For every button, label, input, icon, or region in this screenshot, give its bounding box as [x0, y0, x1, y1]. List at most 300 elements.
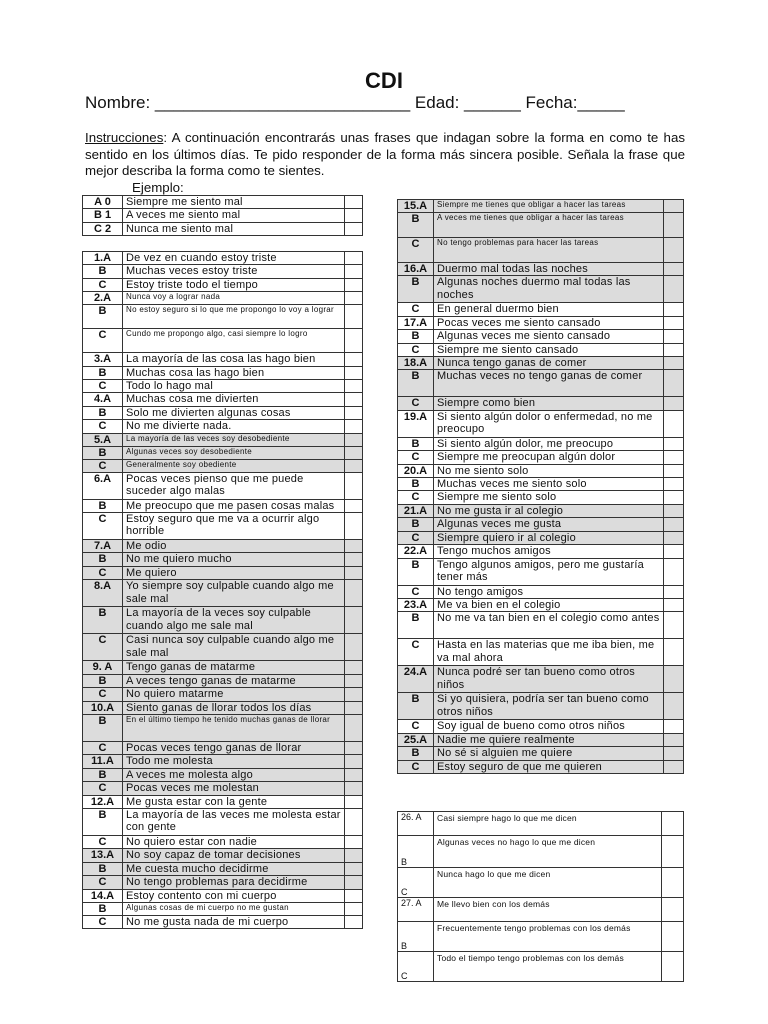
answer-box[interactable]	[345, 292, 363, 305]
item-number: C	[83, 688, 123, 701]
item-number: C	[83, 835, 123, 848]
answer-box[interactable]	[345, 768, 363, 781]
item-text: Nunca podré ser tan bueno como otros niños	[434, 666, 664, 693]
item-text: No tengo amigos	[434, 585, 664, 598]
answer-box[interactable]	[345, 433, 363, 446]
item-text: Me preocupo que me pasen cosas malas	[123, 499, 345, 512]
answer-box[interactable]	[345, 513, 363, 540]
item-text: Nunca hago lo que me dicen	[434, 868, 662, 898]
answer-box[interactable]	[662, 952, 684, 982]
answer-box[interactable]	[664, 612, 684, 639]
item-text: A veces me siento mal	[123, 209, 345, 222]
answer-box[interactable]	[662, 922, 684, 952]
item-number: B	[398, 276, 434, 303]
left-rows-row	[83, 714, 363, 741]
item-text: No sé si alguien me quiere	[434, 747, 664, 760]
answer-box[interactable]	[664, 451, 684, 464]
item-number: 15.A	[398, 200, 434, 213]
answer-box[interactable]	[345, 499, 363, 512]
right-rows-row	[398, 263, 684, 276]
answer-box[interactable]	[664, 693, 684, 720]
answer-box[interactable]	[664, 598, 684, 611]
item-number: B	[398, 922, 434, 952]
item-number: 16.A	[398, 263, 434, 276]
bottom-rows-row	[398, 898, 684, 922]
item-text: Siempre me siento mal	[123, 196, 345, 209]
item-number: 1.A	[83, 252, 123, 265]
item-text: Todo el tiempo tengo problemas con los demás	[434, 952, 662, 982]
answer-box[interactable]	[664, 330, 684, 343]
left-rows-row	[83, 607, 363, 634]
item-number: 3.A	[83, 353, 123, 366]
item-text: Generalmente soy obediente	[123, 459, 345, 472]
right-rows-row	[398, 437, 684, 450]
instructions-text: : A continuación encontrarás unas frases que indagan sobre la forma en como te has sentido en los últimos días. Te pido responder de la forma más sincera posible. Señala la frase que mejor describa la forma como te sientes.	[85, 130, 685, 178]
answer-box[interactable]	[345, 209, 363, 222]
answer-box[interactable]	[345, 380, 363, 393]
answer-box[interactable]	[345, 540, 363, 553]
left-rows-row	[83, 835, 363, 848]
answer-box[interactable]	[345, 688, 363, 701]
answer-box[interactable]	[345, 661, 363, 674]
answer-box[interactable]	[345, 862, 363, 875]
answer-box[interactable]	[345, 222, 363, 235]
left-question-table	[82, 251, 363, 929]
right-rows-row	[398, 357, 684, 370]
item-number: 10.A	[83, 701, 123, 714]
item-text: Si siento algún dolor, me preocupo	[434, 437, 664, 450]
answer-box[interactable]	[345, 252, 363, 265]
item-number: C	[83, 634, 123, 661]
item-text: No me quiero mucho	[123, 553, 345, 566]
item-text: Casi nunca soy culpable cuando algo me sale mal	[123, 634, 345, 661]
item-text: La mayoría de las cosa las hago bien	[123, 353, 345, 366]
item-number: C	[83, 380, 123, 393]
item-text: Nadie me quiere realmente	[434, 733, 664, 746]
item-number: C	[398, 343, 434, 356]
answer-box[interactable]	[345, 459, 363, 472]
item-number: B	[398, 478, 434, 491]
left-rows-row	[83, 634, 363, 661]
answer-box[interactable]	[664, 585, 684, 598]
right-rows-row	[398, 747, 684, 760]
answer-box[interactable]	[345, 835, 363, 848]
left-rows-row	[83, 380, 363, 393]
item-number: B	[83, 714, 123, 741]
left-rows-row	[83, 420, 363, 433]
answer-box[interactable]	[345, 366, 363, 379]
answer-box[interactable]	[345, 553, 363, 566]
item-text: No quiero estar con nadie	[123, 835, 345, 848]
right-rows-row	[398, 303, 684, 316]
item-text: Todo lo hago mal	[123, 380, 345, 393]
left-rows-row	[83, 406, 363, 419]
item-text: Estoy seguro que me va a ocurrir algo horrible	[123, 513, 345, 540]
instructions-label: Instrucciones	[85, 130, 164, 145]
bottom-rows-row	[398, 922, 684, 952]
item-number: 19.A	[398, 410, 434, 437]
answer-box[interactable]	[345, 849, 363, 862]
item-number: 27. A	[398, 898, 434, 922]
example-rows-row	[83, 209, 363, 222]
item-number: 7.A	[83, 540, 123, 553]
item-text: Nunca voy a lograr nada	[123, 292, 345, 305]
item-text: Muchas cosa me divierten	[123, 393, 345, 406]
item-number: B	[83, 862, 123, 875]
answer-box[interactable]	[345, 782, 363, 795]
item-text: Muchas veces estoy triste	[123, 265, 345, 278]
answer-box[interactable]	[345, 634, 363, 661]
item-text: Duermo mal todas las noches	[434, 263, 664, 276]
left-rows-row	[83, 446, 363, 459]
item-number: B	[83, 902, 123, 915]
item-text: La mayoría de las veces soy desobediente	[123, 433, 345, 446]
answer-box[interactable]	[345, 472, 363, 499]
item-text: Todo me molesta	[123, 755, 345, 768]
item-text: Me gusta estar con la gente	[123, 795, 345, 808]
answer-box[interactable]	[345, 889, 363, 902]
item-number: C	[83, 915, 123, 928]
item-number: C	[398, 303, 434, 316]
right-rows-row	[398, 693, 684, 720]
answer-box[interactable]	[664, 316, 684, 329]
right-rows-row	[398, 545, 684, 558]
right-rows-row	[398, 316, 684, 329]
answer-box[interactable]	[664, 410, 684, 437]
item-text: Me cuesta mucho decidirme	[123, 862, 345, 875]
item-number: B	[398, 437, 434, 450]
item-number: B	[398, 518, 434, 531]
answer-box[interactable]	[664, 200, 684, 213]
left-rows-row	[83, 472, 363, 499]
item-number: C	[398, 639, 434, 666]
item-text: Algunas cosas de mi cuerpo no me gustan	[123, 902, 345, 915]
example-label: Ejemplo:	[132, 180, 184, 195]
answer-box[interactable]	[345, 755, 363, 768]
item-text: Muchas veces no tengo ganas de comer	[434, 370, 664, 397]
item-number: B	[83, 607, 123, 634]
answer-box[interactable]	[664, 343, 684, 356]
item-number: C	[398, 451, 434, 464]
answer-box[interactable]	[664, 213, 684, 238]
bottom-question-table	[397, 811, 684, 982]
answer-box[interactable]	[345, 305, 363, 329]
item-number: 4.A	[83, 393, 123, 406]
item-text: La mayoría de la veces soy culpable cuando algo me sale mal	[123, 607, 345, 634]
item-text: Pocas veces pienso que me puede suceder algo malas	[123, 472, 345, 499]
answer-box[interactable]	[345, 876, 363, 889]
left-rows-row	[83, 661, 363, 674]
item-number: B	[398, 612, 434, 639]
item-number: C	[83, 741, 123, 754]
left-rows-row	[83, 292, 363, 305]
answer-box[interactable]	[345, 915, 363, 928]
answer-box[interactable]	[662, 836, 684, 868]
item-number: C	[83, 513, 123, 540]
answer-box[interactable]	[345, 902, 363, 915]
item-text: Me odio	[123, 540, 345, 553]
item-text: Estoy contento con mi cuerpo	[123, 889, 345, 902]
left-rows-row	[83, 674, 363, 687]
item-text: Algunas veces me gusta	[434, 518, 664, 531]
left-rows-row	[83, 393, 363, 406]
item-text: Tengo ganas de matarme	[123, 661, 345, 674]
left-rows-row	[83, 580, 363, 607]
left-rows-row	[83, 701, 363, 714]
answer-box[interactable]	[664, 437, 684, 450]
item-text: No tengo problemas para hacer las tareas	[434, 238, 664, 263]
left-rows-row	[83, 795, 363, 808]
answer-box[interactable]	[345, 714, 363, 741]
answer-box[interactable]	[662, 898, 684, 922]
left-rows-row	[83, 876, 363, 889]
item-number: C	[83, 566, 123, 579]
item-text: Soy igual de bueno como otros niños	[434, 720, 664, 733]
left-rows-row	[83, 902, 363, 915]
answer-box[interactable]	[664, 518, 684, 531]
item-text: No estoy seguro si lo que me propongo lo voy a lograr	[123, 305, 345, 329]
left-rows-row	[83, 329, 363, 353]
item-text: No soy capaz de tomar decisiones	[123, 849, 345, 862]
item-number: B	[83, 499, 123, 512]
left-rows-row	[83, 278, 363, 291]
item-text: No me va tan bien en el colegio como antes	[434, 612, 664, 639]
item-text: Hasta en las materias que me iba bien, me va mal ahora	[434, 639, 664, 666]
right-rows-row	[398, 397, 684, 410]
item-text: Siempre me siento cansado	[434, 343, 664, 356]
right-rows-row	[398, 238, 684, 263]
item-text: La mayoría de las veces me molesta estar con gente	[123, 808, 345, 835]
answer-box[interactable]	[664, 478, 684, 491]
item-text: Pocas veces me siento cansado	[434, 316, 664, 329]
answer-box[interactable]	[345, 795, 363, 808]
item-text: Tengo algunos amigos, pero me gustaría tener más	[434, 558, 664, 585]
item-text: Algunas noches duermo mal todas las noches	[434, 276, 664, 303]
left-rows-row	[83, 768, 363, 781]
item-text: No me siento solo	[434, 464, 664, 477]
answer-box[interactable]	[664, 504, 684, 517]
item-text: Si siento algún dolor o enfermedad, no me preocupo	[434, 410, 664, 437]
bottom-rows-row	[398, 812, 684, 836]
right-rows-row	[398, 200, 684, 213]
item-text: No quiero matarme	[123, 688, 345, 701]
item-number: B	[83, 366, 123, 379]
answer-box[interactable]	[664, 303, 684, 316]
item-number: B 1	[83, 209, 123, 222]
item-text: En el último tiempo he tenido muchas ganas de llorar	[123, 714, 345, 741]
answer-box[interactable]	[664, 639, 684, 666]
answer-box[interactable]	[345, 580, 363, 607]
header-fields: Nombre: ___________________________ Edad: ______ Fecha:_____	[85, 93, 625, 112]
left-rows-row	[83, 353, 363, 366]
answer-box[interactable]	[345, 265, 363, 278]
item-number: 6.A	[83, 472, 123, 499]
item-number: B	[83, 446, 123, 459]
left-rows-row	[83, 553, 363, 566]
example-rows-row	[83, 222, 363, 235]
answer-box[interactable]	[345, 701, 363, 714]
item-number: C	[398, 585, 434, 598]
item-number: C	[398, 720, 434, 733]
item-number: C	[83, 329, 123, 353]
right-rows-row	[398, 370, 684, 397]
left-rows-row	[83, 265, 363, 278]
item-number: B	[398, 747, 434, 760]
right-rows-row	[398, 760, 684, 773]
right-rows-row	[398, 558, 684, 585]
item-number: 21.A	[398, 504, 434, 517]
item-text: Algunas veces soy desobediente	[123, 446, 345, 459]
answer-box[interactable]	[345, 566, 363, 579]
answer-box[interactable]	[664, 760, 684, 773]
item-number: B	[83, 768, 123, 781]
answer-box[interactable]	[345, 741, 363, 754]
answer-box[interactable]	[664, 666, 684, 693]
answer-box[interactable]	[345, 420, 363, 433]
item-number: 26. A	[398, 812, 434, 836]
right-rows-row	[398, 612, 684, 639]
right-rows-row	[398, 451, 684, 464]
answer-box[interactable]	[664, 733, 684, 746]
answer-box[interactable]	[664, 531, 684, 544]
answer-box[interactable]	[345, 607, 363, 634]
item-number: 13.A	[83, 849, 123, 862]
item-text: De vez en cuando estoy triste	[123, 252, 345, 265]
left-rows-row	[83, 915, 363, 928]
answer-box[interactable]	[345, 278, 363, 291]
answer-box[interactable]	[345, 393, 363, 406]
answer-box[interactable]	[345, 353, 363, 366]
right-rows-row	[398, 410, 684, 437]
left-rows-row	[83, 459, 363, 472]
answer-box[interactable]	[664, 720, 684, 733]
item-number: 12.A	[83, 795, 123, 808]
left-rows-row	[83, 862, 363, 875]
answer-box[interactable]	[664, 357, 684, 370]
item-number: B	[398, 836, 434, 868]
right-rows-row	[398, 330, 684, 343]
left-rows-row	[83, 741, 363, 754]
left-rows-row	[83, 688, 363, 701]
left-rows-row	[83, 540, 363, 553]
item-number: C	[398, 491, 434, 504]
item-text: Frecuentemente tengo problemas con los demás	[434, 922, 662, 952]
left-rows-row	[83, 366, 363, 379]
right-rows-row	[398, 464, 684, 477]
left-rows-row	[83, 513, 363, 540]
answer-box[interactable]	[664, 370, 684, 397]
answer-box[interactable]	[664, 276, 684, 303]
item-number: C	[398, 760, 434, 773]
item-number: B	[398, 213, 434, 238]
item-number: C	[398, 531, 434, 544]
right-rows-row	[398, 213, 684, 238]
item-text: Solo me divierten algunas cosas	[123, 406, 345, 419]
answer-box[interactable]	[662, 812, 684, 836]
right-rows-row	[398, 733, 684, 746]
right-rows-row	[398, 276, 684, 303]
right-rows-row	[398, 504, 684, 517]
item-text: Cundo me propongo algo, casi siempre lo logro	[123, 329, 345, 353]
example-table	[82, 195, 363, 236]
item-text: Yo siempre soy culpable cuando algo me sale mal	[123, 580, 345, 607]
item-text: Siempre quiero ir al colegio	[434, 531, 664, 544]
item-number: 9. A	[83, 661, 123, 674]
item-number: 20.A	[398, 464, 434, 477]
item-number: C	[83, 876, 123, 889]
item-number: 22.A	[398, 545, 434, 558]
item-number: 8.A	[83, 580, 123, 607]
item-text: Estoy triste todo el tiempo	[123, 278, 345, 291]
answer-box[interactable]	[345, 196, 363, 209]
item-text: No me gusta nada de mi cuerpo	[123, 915, 345, 928]
item-number: B	[83, 674, 123, 687]
answer-box[interactable]	[345, 329, 363, 353]
item-text: Pocas veces me molestan	[123, 782, 345, 795]
item-text: Si yo quisiera, podría ser tan bueno como otros niños	[434, 693, 664, 720]
left-rows-row	[83, 755, 363, 768]
left-rows-row	[83, 849, 363, 862]
answer-box[interactable]	[664, 747, 684, 760]
answer-box[interactable]	[664, 545, 684, 558]
item-text: Siempre como bien	[434, 397, 664, 410]
right-rows-row	[398, 598, 684, 611]
item-text: Me va bien en el colegio	[434, 598, 664, 611]
right-rows-row	[398, 491, 684, 504]
right-rows-row	[398, 666, 684, 693]
left-rows-row	[83, 808, 363, 835]
left-rows-row	[83, 305, 363, 329]
answer-box[interactable]	[664, 397, 684, 410]
item-text: No me gusta ir al colegio	[434, 504, 664, 517]
item-number: C	[83, 782, 123, 795]
answer-box[interactable]	[664, 464, 684, 477]
item-number: B	[83, 265, 123, 278]
answer-box[interactable]	[345, 808, 363, 835]
item-text: Siempre me tienes que obligar a hacer las tareas	[434, 200, 664, 213]
left-rows-row	[83, 433, 363, 446]
right-rows-row	[398, 531, 684, 544]
item-number: B	[83, 808, 123, 835]
item-text: Me quiero	[123, 566, 345, 579]
instructions	[85, 130, 685, 180]
answer-box[interactable]	[664, 263, 684, 276]
answer-box[interactable]	[345, 446, 363, 459]
item-number: A 0	[83, 196, 123, 209]
item-number: C	[398, 397, 434, 410]
item-number: 25.A	[398, 733, 434, 746]
item-number: B	[398, 330, 434, 343]
answer-box[interactable]	[664, 238, 684, 263]
item-number: 24.A	[398, 666, 434, 693]
item-text: Muchas cosa las hago bien	[123, 366, 345, 379]
answer-box[interactable]	[664, 558, 684, 585]
right-rows-row	[398, 478, 684, 491]
bottom-rows-row	[398, 952, 684, 982]
left-rows-row	[83, 252, 363, 265]
answer-box[interactable]	[664, 491, 684, 504]
left-rows-row	[83, 566, 363, 579]
item-number: 11.A	[83, 755, 123, 768]
right-rows-row	[398, 639, 684, 666]
bottom-rows-row	[398, 868, 684, 898]
left-rows-row	[83, 782, 363, 795]
answer-box[interactable]	[662, 868, 684, 898]
answer-box[interactable]	[345, 674, 363, 687]
answer-box[interactable]	[345, 406, 363, 419]
item-number: 17.A	[398, 316, 434, 329]
item-number: B	[398, 370, 434, 397]
